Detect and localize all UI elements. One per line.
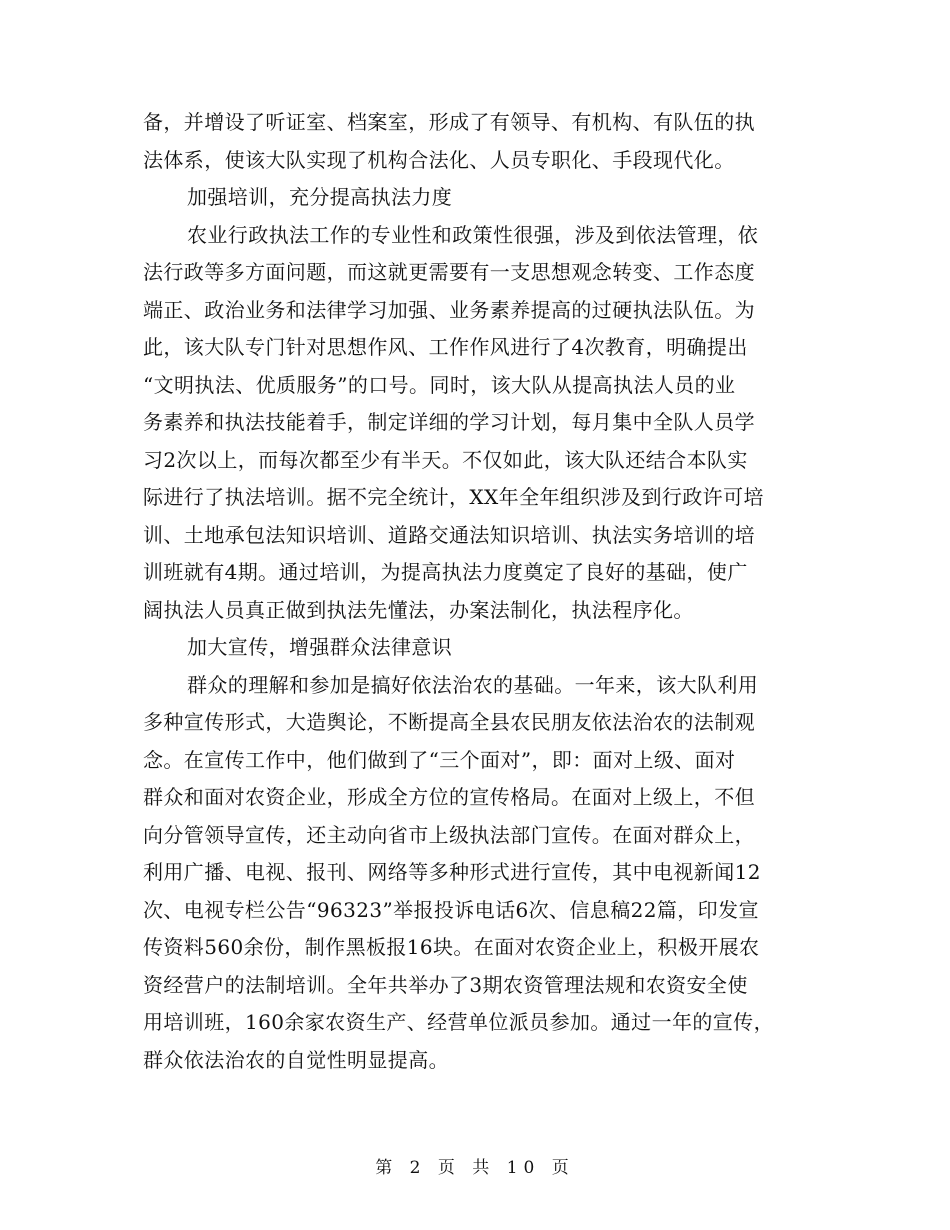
text-line: 加强培训，充分提高执法力度 bbox=[187, 185, 453, 209]
text-line: 法体系，使该大队实现了机构合法化、人员专职化、手段现代化。 bbox=[143, 147, 735, 172]
text-line: 务素养和执法技能着手，制定详细的学习计划，每月集中全队人员学 bbox=[143, 410, 755, 434]
text-line: 向分管领导宣传，还主动向省市上级执法部门宣传。在面对群众上， bbox=[143, 822, 755, 847]
text-line: 法行政等多方面问题，而这就更需要有一支思想观念转变、工作态度 bbox=[143, 260, 755, 284]
text-line: 群众的理解和参加是搞好依法治农的基础。一年来，该大队利用 bbox=[187, 672, 759, 697]
text-line: 传资料560余份，制作黑板报16块。在面对农资企业上，积极开展农 bbox=[143, 935, 760, 959]
text-line: 端正、政治业务和法律学习加强、业务素养提高的过硬执法队伍。为 bbox=[143, 297, 755, 322]
text-line: 群众依法治农的自觉性明显提高。 bbox=[143, 1047, 449, 1072]
text-line: 备，并增设了听证室、档案室，形成了有领导、有机构、有队伍的执 bbox=[143, 110, 755, 134]
text-line: 此，该大队专门针对思想作风、工作作风进行了4次教育，明确提出 bbox=[143, 335, 748, 359]
text-line: 用培训班，160余家农资生产、经营单位派员参加。通过一年的宣传， bbox=[143, 1010, 774, 1034]
text-line: 加大宣传，增强群众法律意识 bbox=[187, 635, 453, 659]
text-line: 训班就有4期。通过培训，为提高执法力度奠定了良好的基础，使广 bbox=[143, 560, 748, 584]
text-line: 念。在宣传工作中，他们做到了“三个面对”，即：面对上级、面对 bbox=[143, 747, 736, 772]
page-number-footer: 第 2 页 共 10 页 bbox=[375, 1158, 575, 1178]
text-line: 资经营户的法制培训。全年共举办了3期农资管理法规和农资安全使 bbox=[143, 972, 748, 997]
text-line: 际进行了执法培训。据不完全统计，XX年全年组织涉及到行政许可培 bbox=[143, 485, 764, 509]
text-line: 多种宣传形式，大造舆论，不断提高全县农民朋友依法治农的法制观 bbox=[143, 710, 755, 734]
text-line: 习2次以上，而每次都至少有半天。不仅如此，该大队还结合本队实 bbox=[143, 447, 748, 472]
text-line: 阔执法人员真正做到执法先懂法，办案法制化，执法程序化。 bbox=[143, 597, 694, 622]
text-line: 利用广播、电视、报刊、网络等多种形式进行宣传，其中电视新闻12 bbox=[143, 860, 761, 884]
document-body bbox=[143, 104, 811, 1079]
text-line: “文明执法、优质服务”的口号。同时，该大队从提高执法人员的业 bbox=[143, 372, 736, 397]
text-line: 农业行政执法工作的专业性和政策性很强，涉及到依法管理，依 bbox=[187, 222, 759, 247]
text-line: 训、土地承包法知识培训、道路交通法知识培训、执法实务培训的培 bbox=[143, 522, 755, 547]
text-line: 次、电视专栏公告“96323”举报投诉电话6次、信息稿22篇，印发宣 bbox=[143, 897, 759, 922]
text-line: 群众和面对农资企业，形成全方位的宣传格局。在面对上级上，不但 bbox=[143, 785, 755, 809]
